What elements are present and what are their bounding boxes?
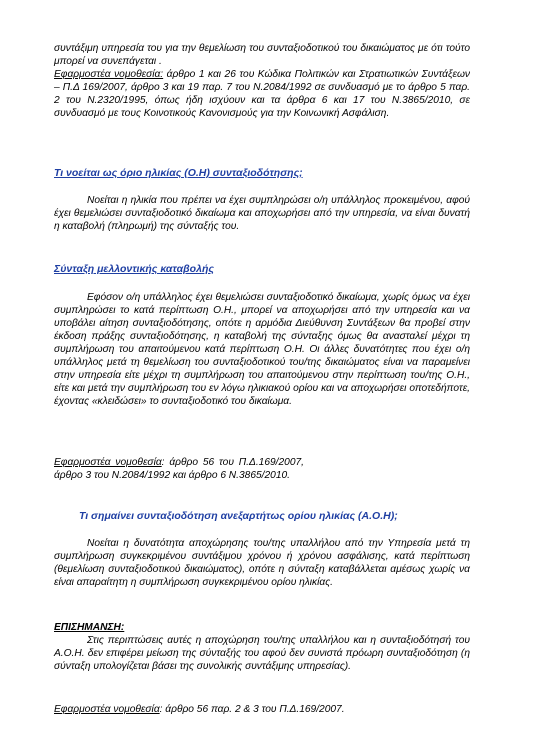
future-pension-law-text: : άρθρο 56 του Π.Δ.169/2007, άρθρο 3 του Ν.2084/1992 και άρθρο 6 Ν.3865/2010.: [54, 457, 304, 481]
aoh-law-text: : άρθρο 56 παρ. 2 & 3 του Π.Δ.169/2007.: [159, 704, 345, 715]
aoh-law: [54, 703, 470, 716]
heading-age-limit-text: Τι νοείται ως όριο ηλικίας (Ο.Η) συνταξιοδότησης;: [54, 167, 303, 179]
section-heading-aoh: [79, 510, 398, 523]
future-pension-law-label: Εφαρμοστέα νομοθεσία: [54, 457, 162, 468]
intro-text: συντάξιμη υπηρεσία του για την θεμελίωση του συνταξιοδοτικού του δικαιώματος με ότι τούτο μπορεί να συνεπάγεται .: [54, 43, 470, 67]
aoh-paragraph: Νοείται η δυνατότητα αποχώρησης του/της υπαλλήλου από την Υπηρεσία μετά τη συμπλήρωση συγκεκριμένου συντάξιμου χρόνου ή χρόνου ασφάλισης, κατά περίπτωση (θεμελίωση συνταξιοδοτικού δικαιώματος), οπότε η σύνταξη καταβάλλεται αμέσως χωρίς να είναι απαραίτητη η συμπλήρωση συγκεκριμένου ορίου ηλικίας.: [54, 538, 470, 588]
intro-law-label: Εφαρμοστέα νομοθεσία:: [54, 69, 164, 80]
age-limit-paragraph: Νοείται η ηλικία που πρέπει να έχει συμπληρώσει ο/η υπάλληλος προκειμένου, αφού έχει θεμελιώσει συνταξιοδοτικό δικαίωμα και αποχωρήσει από την υπηρεσία, να είναι δυνατή η καταβολή (πληρωμή) της σύνταξής του.: [54, 195, 470, 232]
aoh-law-label: Εφαρμοστέα νομοθεσία: [54, 704, 160, 715]
future-pension-paragraph: Εφόσον ο/η υπάλληλος έχει θεμελιώσει συνταξιοδοτικό δικαίωμα, χωρίς όμως να έχει συμπληρώσει το κατά περίπτωση Ο.Η., μπορεί να αποχωρήσει από την υπηρεσία και να υποβάλει αίτηση συνταξιοδότησης, οπότε η αρμόδια Διεύθυνση Συντάξεων θα προβεί στην έκδοση πράξης συνταξιοδότησης, η καταβολή της σύνταξης όμως θα ανασταλεί μέχρι τη συμπλήρωση του απαιτούμενου κατά περίπτωση Ο.Η. Οι άλλες δυνατότητες που έχει ο/η υπάλληλος μετά τη θεμελίωση του συνταξιοδοτικού του/της δικαιώματος είναι να παραμείνει στην υπηρεσία είτε μέχρι τη συμπλήρωση του απαιτούμενου στην περίπτωση του/της Ο.Η., είτε και μετά την συμπλήρωση του εν λόγω ηλικιακού ορίου και να αποχωρήσει οποτεδήποτε, έχοντας «κλειδώσει» το συνταξιοδοτικό του δικαίωμα.: [54, 292, 470, 407]
heading-aoh-text: Τι σημαίνει συνταξιοδότηση ανεξαρτήτως ορίου ηλικίας (Α.Ο.Η);: [79, 510, 398, 522]
note-label-line: [54, 621, 470, 634]
intro-law-text: άρθρο 1 και 26 του Κώδικα Πολιτικών και Στρατιωτικών Συντάξεων – Π.Δ 169/2007, άρθρο 3 και 19 παρ. 7 του Ν.2084/1992 σε συνδυασμό με το άρθρο 5 παρ. 2 του Ν.2320/1995, όπως ήδη ισχύουν και τα άρθρα 6 και 17 του Ν.3865/2010, σε συνδυασμό με τους Κοινοτικούς Κανονισμούς για την Κοινωνική Ασφάλιση.: [54, 69, 470, 119]
future-pension-law: [54, 456, 304, 482]
section-heading-age-limit: [54, 167, 303, 180]
note-label: ΕΠΙΣΗΜΑΝΣΗ:: [54, 622, 125, 633]
heading-future-pension-text: Σύνταξη μελλοντικής καταβολής: [54, 263, 214, 275]
note-paragraph: Στις περιπτώσεις αυτές η αποχώρηση του/της υπαλλήλου και η συνταξιοδότησή του Α.Ο.Η. δεν επιφέρει μείωση της σύνταξής του αφού δεν συνιστά πρόωρη συνταξιοδότηση (η σύνταξη υπολογίζεται βάσει της συνολικής συντάξιμης υπηρεσίας).: [54, 635, 470, 672]
intro-paragraph: [54, 42, 470, 120]
section-heading-future-pension: [54, 263, 214, 276]
